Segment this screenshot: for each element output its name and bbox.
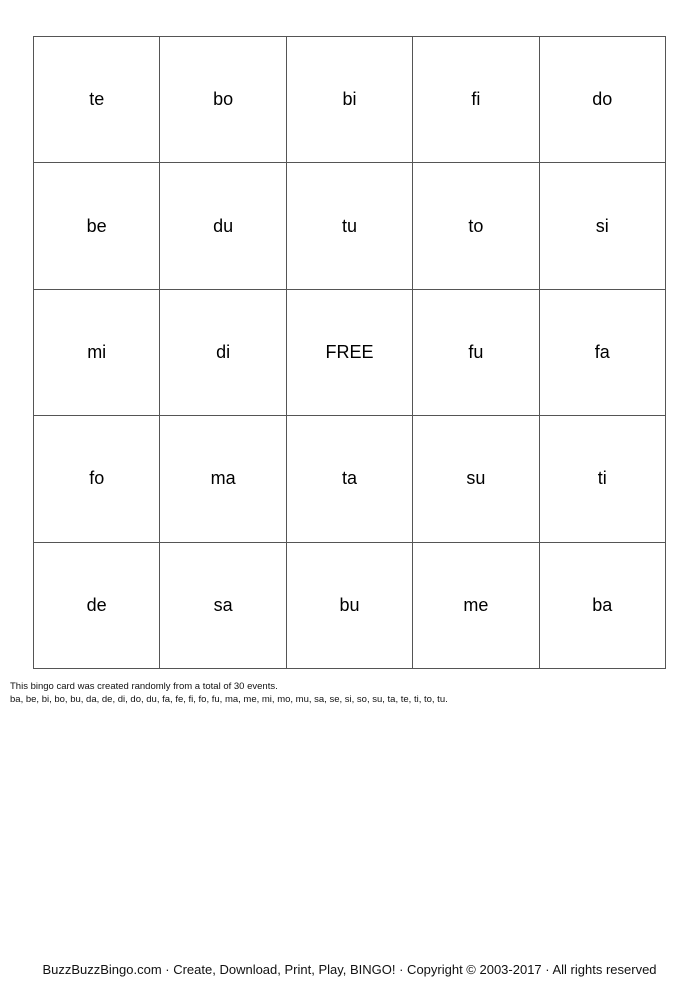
bingo-cell: ma	[160, 416, 286, 542]
bingo-cell: do	[540, 37, 666, 163]
note-event-list: ba, be, bi, bo, bu, da, de, di, do, du, fa, fe, fi, fo, fu, ma, me, mi, mo, mu, sa, se, si, so, su, ta, te, ti, to, tu.	[10, 694, 448, 705]
free-space-cell: FREE	[287, 290, 413, 416]
footer: BuzzBuzzBingo.com · Create, Download, Print, Play, BINGO! · Copyright © 2003-2017 · All rights reserved	[42, 962, 657, 977]
bingo-cell: su	[413, 416, 539, 542]
bingo-cell: du	[160, 163, 286, 289]
bingo-cell: me	[413, 543, 539, 669]
bingo-cell: de	[34, 543, 160, 669]
bingo-cell: ta	[287, 416, 413, 542]
bingo-cell: bo	[160, 37, 286, 163]
note-summary: This bingo card was created randomly from a total of 30 events.	[10, 681, 278, 692]
bingo-cell: fo	[34, 416, 160, 542]
bingo-cell: fa	[540, 290, 666, 416]
bingo-cell: mi	[34, 290, 160, 416]
bingo-cell: fu	[413, 290, 539, 416]
bingo-cell: si	[540, 163, 666, 289]
bingo-cell: be	[34, 163, 160, 289]
bingo-cell: sa	[160, 543, 286, 669]
bingo-cell: ba	[540, 543, 666, 669]
bingo-cell: ti	[540, 416, 666, 542]
bingo-cell: tu	[287, 163, 413, 289]
bingo-cell: to	[413, 163, 539, 289]
card-note	[10, 680, 448, 706]
bingo-cell: te	[34, 37, 160, 163]
bingo-cell: bi	[287, 37, 413, 163]
bingo-cell: bu	[287, 543, 413, 669]
bingo-cell: di	[160, 290, 286, 416]
bingo-card-grid	[33, 36, 666, 669]
bingo-cell: fi	[413, 37, 539, 163]
